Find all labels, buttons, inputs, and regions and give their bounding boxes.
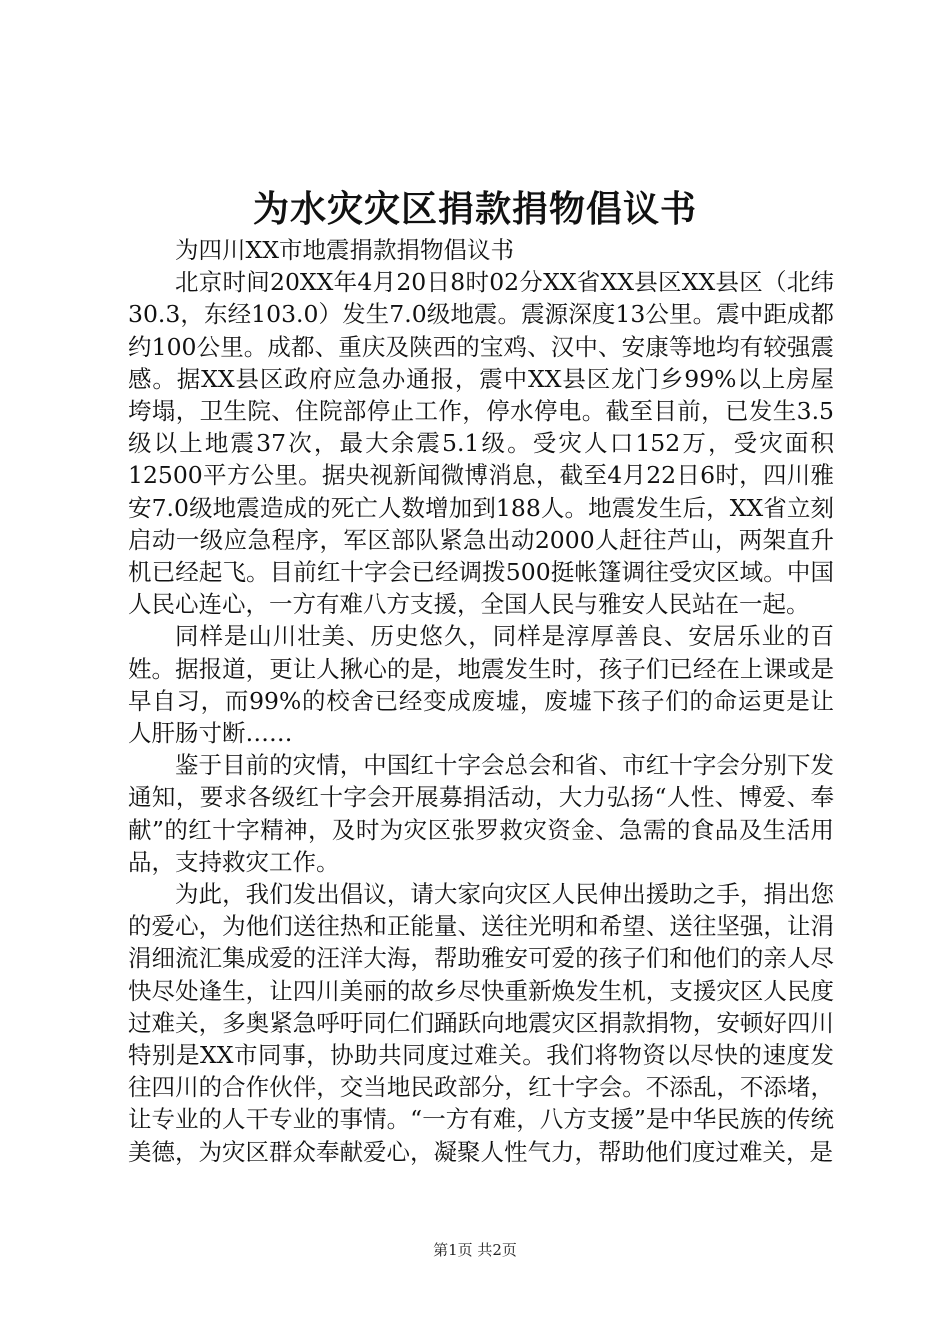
document-title: 为水灾灾区捐款捐物倡议书	[252, 188, 697, 230]
document-body	[128, 234, 834, 1168]
body-paragraph: 北京时间20XX年4月20日8时02分XX省XX县区XX县区（北纬30.3，东经103.0）发生7.0级地震。震源深度13公里。震中距成都约100公里。成都、重庆及陕西的宝鸡、汉中、安康等地均有较强震感。据XX县区政府应急办通报，震中XX县区龙门乡99%以上房屋垮塌，卫生院、住院部停止工作，停水停电。截至目前，已发生3.5级以上地震37次，最大余震5.1级。受灾人口152万，受灾面积12500平方公里。据央视新闻微博消息，截至4月22日6时，四川雅安7.0级地震造成的死亡人数增加到188人。地震发生后，XX省立刻启动一级应急程序，军区部队紧急出动2000人赶往芦山，两架直升机已经起飞。目前红十字会已经调拨500挺帐篷调往受灾区域。中国人民心连心，一方有难八方支援，全国人民与雅安人民站在一起。	[128, 268, 834, 619]
subtitle-paragraph: 为四川XX市地震捐款捐物倡议书	[175, 236, 514, 264]
page-number-footer: 第1页 共2页	[433, 1241, 517, 1259]
body-paragraph: 鉴于目前的灾情，中国红十字会总会和省、市红十字会分别下发通知，要求各级红十字会开展募捐活动，大力弘扬“人性、博爱、奉献”的红十字精神，及时为灾区张罗救灾资金、急需的食品及生活用品，支持救灾工作。	[128, 751, 834, 876]
body-paragraph: 同样是山川壮美、历史悠久，同样是淳厚善良、安居乐业的百姓。据报道，更让人揪心的是，地震发生时，孩子们已经在上课或是早自习，而99%的校舍已经变成废墟，废墟下孩子们的命运更是让人肝肠寸断……	[128, 622, 834, 748]
body-paragraph: 为此，我们发出倡议，请大家向灾区人民伸出援助之手，捐出您的爱心，为他们送往热和正能量、送往光明和希望、送往坚强，让涓涓细流汇集成爱的汪洋大海，帮助雅安可爱的孩子们和他们的亲人尽快尽处逢生，让四川美丽的故乡尽快重新焕发生机，支援灾区人民度过难关，多奥紧急呼吁同仁们踊跃向地震灾区捐款捐物，安顿好四川特别是XX市同事，协助共同度过难关。我们将物资以尽快的速度发往四川的合作伙伴，交当地民政部分，红十字会。不添乱，不添堵，让专业的人干专业的事情。“一方有难，八方支援”是中华民族的传统美德，为灾区群众奉献爱心，凝聚人性气力，帮助他们度过难关，是	[128, 880, 834, 1166]
